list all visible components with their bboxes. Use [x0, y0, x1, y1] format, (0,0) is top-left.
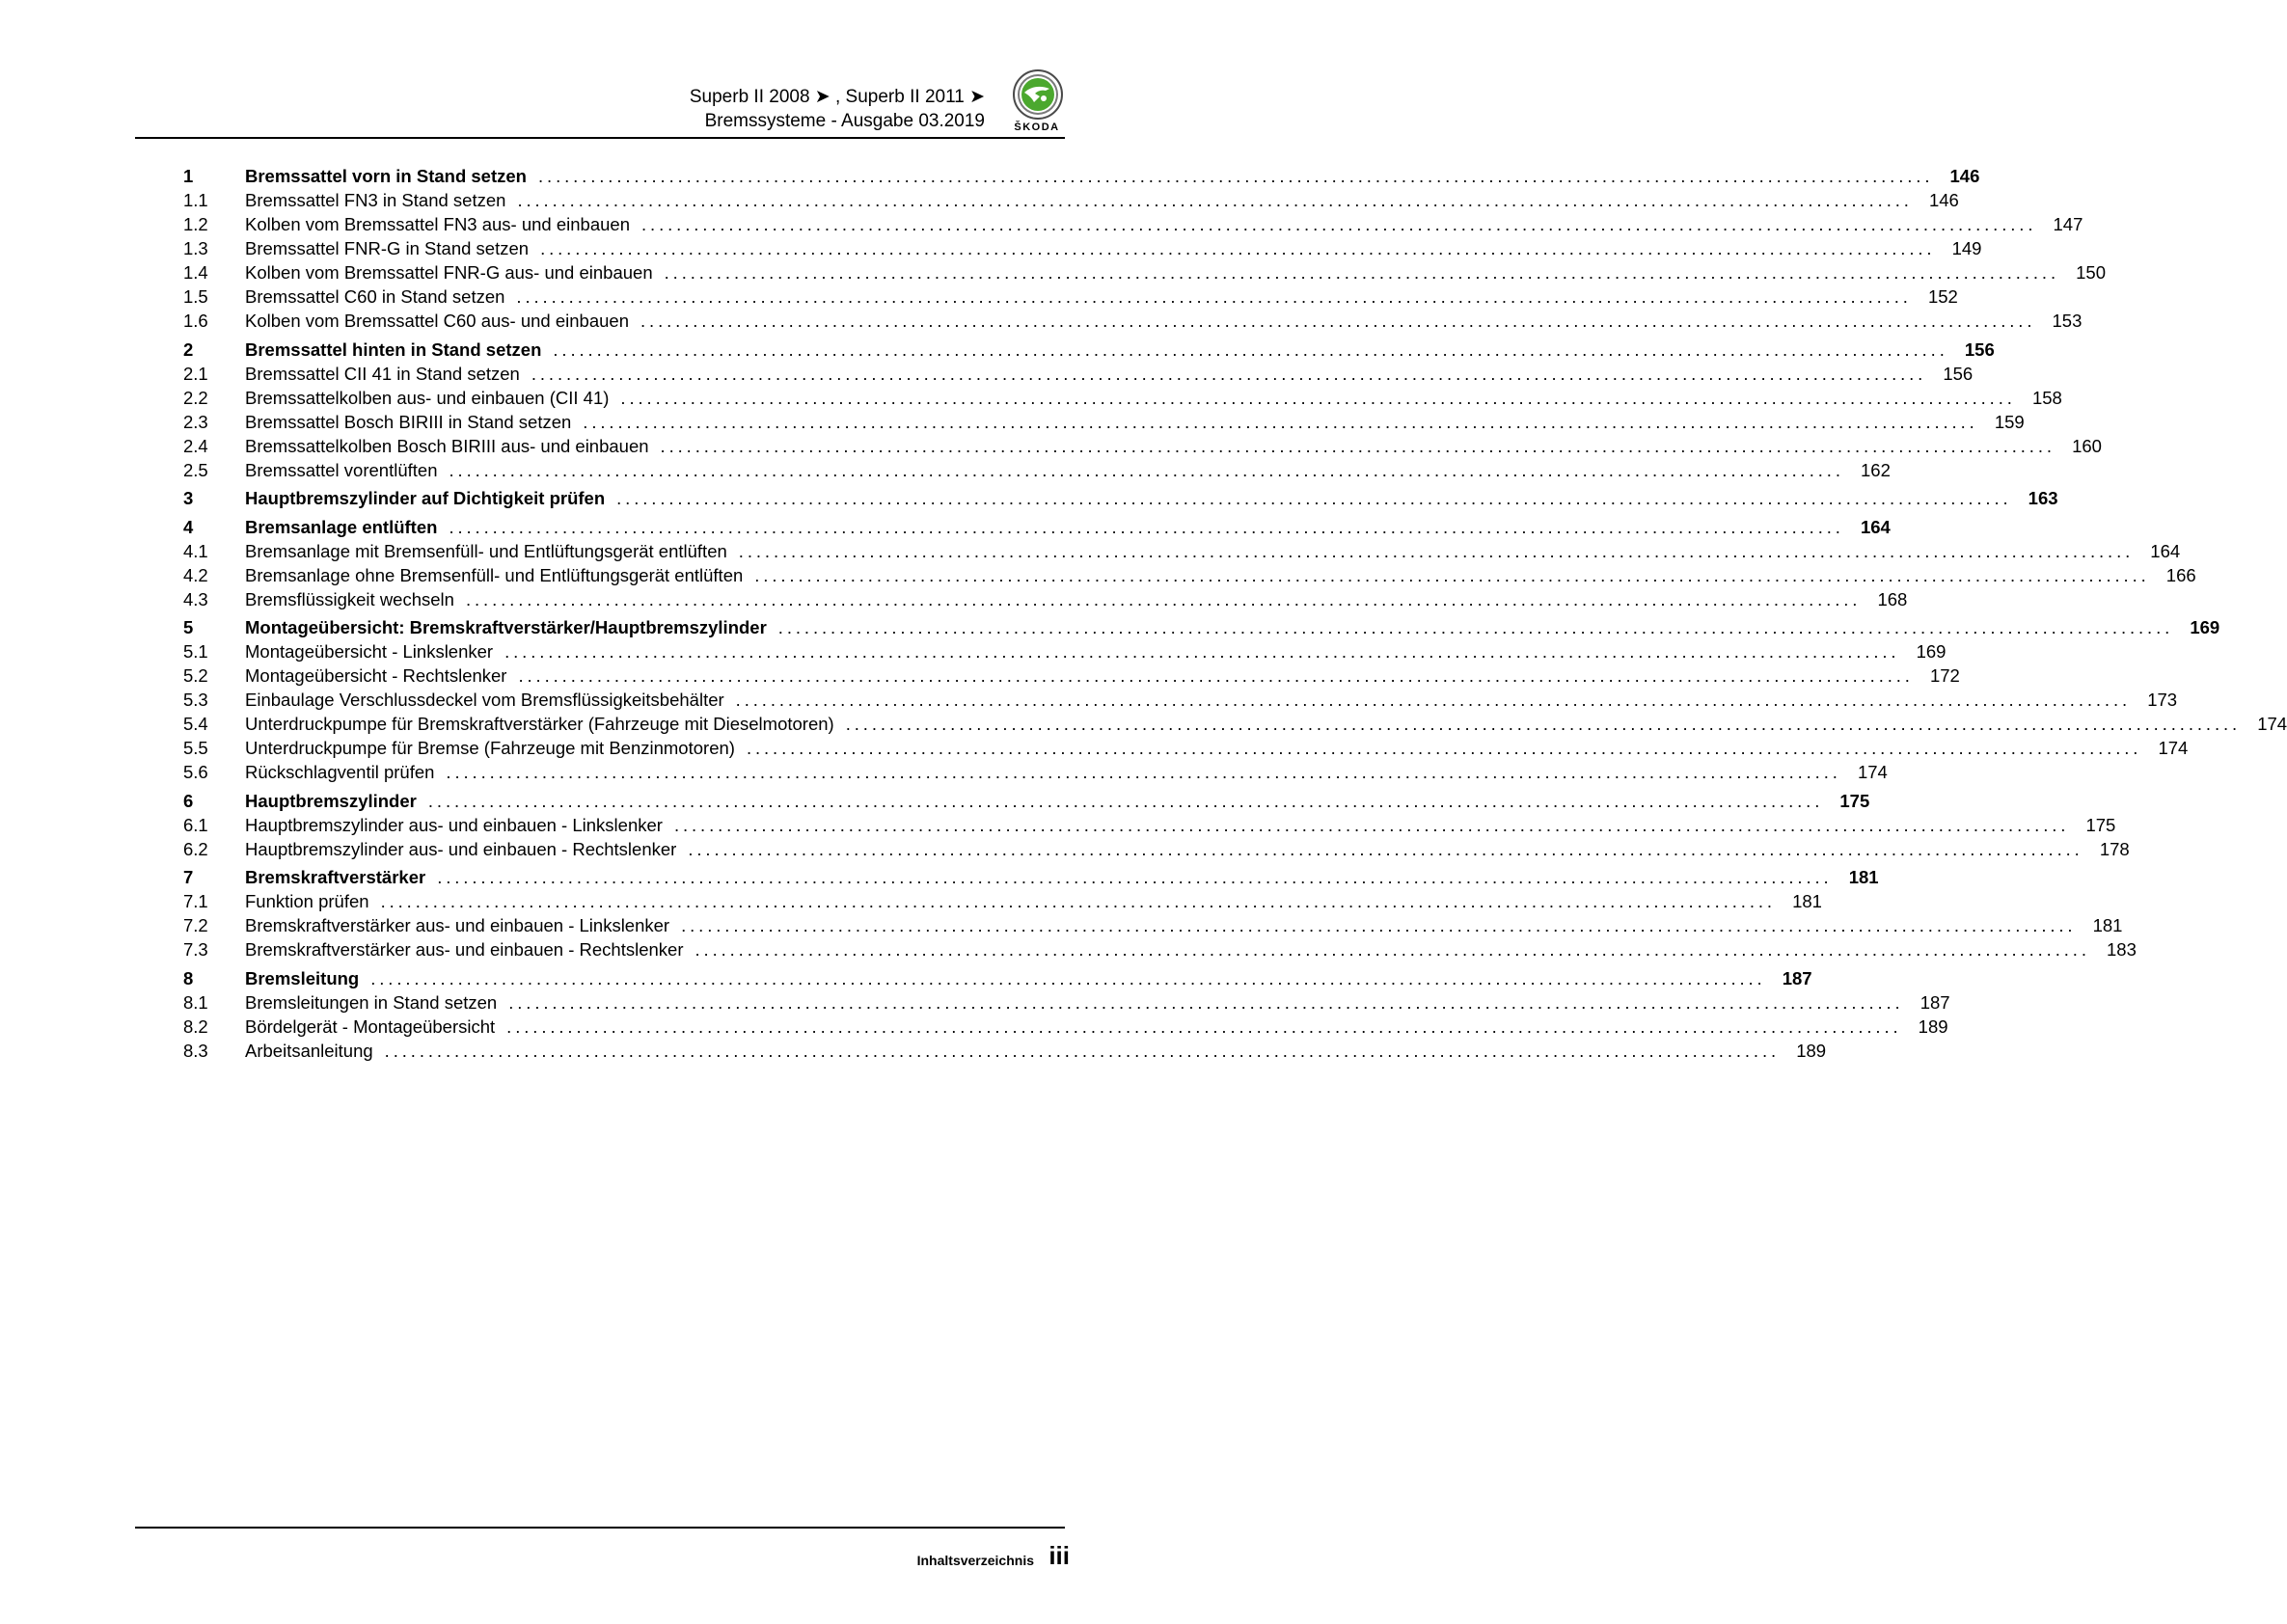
toc-section-entry[interactable] [183, 814, 2116, 839]
toc-section-entry[interactable] [183, 411, 2025, 436]
toc-entry-number: 5.3 [183, 690, 208, 710]
toc-entry-title: Kolben vom Bremssattel FNR-G aus- und einbauen [245, 262, 653, 283]
toc-chapter-entry[interactable] [183, 967, 1812, 992]
footer-rule [135, 1527, 1065, 1529]
toc-entry-page: 183 [2107, 939, 2137, 960]
toc-entry-title: Bremssattel FN3 in Stand setzen [245, 190, 506, 210]
footer-section-label: Inhaltsverzeichnis [916, 1553, 1034, 1568]
toc-entry-number: 5 [183, 617, 194, 637]
toc-entry-title: Montageübersicht - Linkslenker [245, 641, 494, 662]
toc-entry-number: 7.1 [183, 891, 208, 911]
toc-entry-title: Bremssattel vorn in Stand setzen [245, 166, 527, 186]
toc-entry-title: Unterdruckpumpe für Bremskraftverstärker (Fahrzeuge mit Dieselmotoren) [245, 714, 834, 734]
toc-entry-page: 187 [1782, 967, 1812, 988]
toc-section-entry[interactable] [183, 991, 1950, 1016]
toc-entry-title: Bremssattelkolben Bosch BIRIII aus- und einbauen [245, 435, 649, 456]
skoda-logo [1003, 69, 1071, 137]
toc-entry-page: 164 [1860, 516, 1891, 537]
toc-entry-page: 169 [2190, 617, 2220, 637]
toc-entry-number: 5.5 [183, 738, 208, 758]
toc-entry-number: 2.1 [183, 363, 208, 384]
toc-leader-dots: ................................................................................................................................................................ [449, 516, 1844, 537]
toc-leader-dots: ................................................................................................................................................................ [384, 1040, 1781, 1061]
toc-section-entry[interactable] [183, 891, 1822, 915]
toc-section-entry[interactable] [183, 286, 1958, 311]
toc-leader-dots: ................................................................................................................................................................ [517, 190, 1913, 210]
toc-section-entry[interactable] [183, 190, 1959, 214]
toc-entry-page: 152 [1927, 286, 1958, 307]
footer-page-number: iii [1048, 1541, 1070, 1570]
toc-entry-title: Rückschlagventil prüfen [245, 762, 435, 782]
toc-entry-page: 153 [2052, 311, 2083, 331]
toc-chapter-entry[interactable] [183, 867, 1879, 891]
toc-leader-dots: ................................................................................................................................................................ [681, 915, 2077, 935]
toc-entry-number: 2.3 [183, 411, 208, 432]
toc-entry-page: 156 [1943, 363, 1974, 384]
toc-entry-title: Hauptbremszylinder aus- und einbauen - Rechtslenker [245, 838, 677, 859]
toc-entry-title: Bremsleitungen in Stand setzen [245, 991, 498, 1013]
toc-entry-page: 146 [1949, 166, 1980, 186]
toc-entry-title: Bremssattel vorentlüften [245, 459, 438, 480]
toc-entry-title: Bremssattel C60 in Stand setzen [245, 286, 505, 307]
toc-section-entry[interactable] [183, 540, 2181, 565]
toc-entry-page: 168 [1877, 588, 1908, 609]
toc-entry-title: Montageübersicht - Rechtslenker [245, 665, 507, 686]
toc-section-entry[interactable] [183, 387, 2062, 412]
toc-section-entry[interactable] [183, 714, 2287, 738]
toc-leader-dots: ................................................................................................................................................................ [664, 262, 2060, 283]
toc-entry-title: Unterdruckpumpe für Bremse (Fahrzeuge mit Benzinmotoren) [245, 738, 735, 758]
toc-entry-title: Bremsanlage ohne Bremsenfüll- und Entlüftungsgerät entlüften [245, 564, 744, 585]
toc-leader-dots: ................................................................................................................................................................ [777, 617, 2174, 637]
toc-entry-number: 2.4 [183, 435, 208, 456]
toc-leader-dots: ................................................................................................................................................................ [640, 311, 2036, 331]
toc-entry-page: 149 [1951, 238, 1982, 258]
toc-entry-number: 1.2 [183, 214, 208, 234]
toc-section-entry[interactable] [183, 738, 2189, 762]
toc-entry-number: 8 [183, 967, 194, 988]
toc-entry-number: 4.2 [183, 564, 208, 585]
toc-section-entry[interactable] [183, 435, 2102, 460]
toc-entry-page: 189 [1796, 1040, 1827, 1061]
toc-leader-dots: ................................................................................................................................................................ [531, 363, 1927, 384]
toc-entry-page: 163 [2028, 488, 2058, 508]
toc-entry-number: 5.4 [183, 714, 208, 734]
toc-leader-dots: ................................................................................................................................................................ [616, 488, 2012, 508]
toc-entry-page: 159 [1994, 411, 2025, 432]
toc-section-entry[interactable] [183, 915, 2123, 939]
toc-leader-dots: ................................................................................................................................................................ [518, 665, 1914, 686]
toc-entry-page: 169 [1916, 641, 1947, 662]
toc-leader-dots: ................................................................................................................................................................ [508, 991, 1904, 1013]
toc-section-entry[interactable] [183, 838, 2130, 863]
toc-chapter-entry[interactable] [183, 790, 1870, 815]
toc-entry-title: Bremsleitung [245, 967, 360, 988]
toc-entry-number: 1.3 [183, 238, 208, 258]
toc-leader-dots: ................................................................................................................................................................ [641, 214, 2037, 234]
toc-chapter-entry[interactable] [183, 516, 1891, 541]
toc-leader-dots: ................................................................................................................................................................ [446, 762, 1841, 782]
toc-entry-title: Bremsanlage entlüften [245, 516, 438, 537]
toc-leader-dots: ................................................................................................................................................................ [540, 238, 1936, 258]
toc-leader-dots: ................................................................................................................................................................ [427, 790, 1824, 811]
toc-entry-page: 174 [1857, 762, 1888, 782]
toc-chapter-entry[interactable] [183, 166, 1980, 190]
toc-section-entry[interactable] [183, 588, 1908, 613]
toc-section-entry[interactable] [183, 262, 2107, 286]
toc-section-entry[interactable] [183, 939, 2137, 963]
toc-entry-page: 162 [1861, 459, 1891, 480]
table-of-contents [183, 166, 2287, 1065]
header-rule [135, 137, 1065, 139]
toc-leader-dots: ................................................................................................................................................................ [694, 939, 2090, 960]
toc-leader-dots: ................................................................................................................................................................ [380, 891, 1776, 911]
toc-leader-dots: ................................................................................................................................................................ [735, 690, 2132, 710]
toc-entry-number: 5.2 [183, 665, 208, 686]
toc-entry-page: 173 [2147, 690, 2178, 710]
toc-leader-dots: ................................................................................................................................................................ [516, 286, 1912, 307]
toc-leader-dots: ................................................................................................................................................................ [754, 564, 2150, 585]
toc-entry-number: 7.2 [183, 915, 208, 935]
toc-entry-page: 175 [1839, 790, 1870, 811]
skoda-arrow-logo-icon [1013, 69, 1063, 120]
toc-leader-dots: ................................................................................................................................................................ [660, 435, 2056, 456]
toc-entry-title: Hauptbremszylinder [245, 790, 417, 811]
toc-entry-title: Bremsanlage mit Bremsenfüll- und Entlüftungsgerät entlüften [245, 540, 727, 561]
toc-leader-dots: ................................................................................................................................................................ [620, 387, 2016, 408]
toc-entry-page: 181 [1848, 867, 1879, 887]
toc-leader-dots: ................................................................................................................................................................ [583, 411, 1978, 432]
toc-entry-number: 2.2 [183, 387, 208, 408]
toc-section-entry[interactable] [183, 665, 1960, 690]
toc-entry-number: 4.1 [183, 540, 208, 561]
toc-section-entry[interactable] [183, 1015, 1948, 1041]
toc-entry-page: 174 [2158, 738, 2189, 758]
toc-section-entry[interactable] [183, 641, 1947, 665]
toc-entry-number: 5.6 [183, 762, 208, 782]
toc-entry-page: 187 [1919, 991, 1950, 1013]
toc-chapter-entry[interactable] [183, 338, 1995, 364]
toc-entry-title: Kolben vom Bremssattel C60 aus- und einbauen [245, 311, 629, 331]
toc-entry-number: 1.4 [183, 262, 208, 283]
toc-entry-number: 8.3 [183, 1040, 208, 1061]
toc-entry-page: 147 [2053, 214, 2083, 234]
toc-entry-page: 181 [2092, 915, 2123, 935]
toc-entry-title: Einbaulage Verschlussdeckel vom Bremsflüssigkeitsbehälter [245, 690, 724, 710]
toc-section-entry[interactable] [183, 363, 1974, 388]
toc-leader-dots: ................................................................................................................................................................ [553, 338, 1948, 360]
toc-entry-number: 6.1 [183, 814, 208, 835]
toc-entry-title: Bremssattel CII 41 in Stand setzen [245, 363, 520, 384]
toc-entry-title: Bremsflüssigkeit wechseln [245, 588, 454, 609]
toc-entry-number: 6 [183, 790, 194, 811]
toc-entry-number: 2 [183, 338, 194, 360]
toc-section-entry[interactable] [183, 214, 2083, 238]
toc-entry-title: Bremssattel Bosch BIRIII in Stand setzen [245, 411, 572, 432]
header-subtitle: Bremssysteme - Ausgabe 03.2019 [704, 111, 985, 131]
toc-entry-title: Bremssattel FNR-G in Stand setzen [245, 238, 530, 258]
toc-entry-page: 150 [2076, 262, 2107, 283]
toc-entry-page: 158 [2031, 387, 2062, 408]
toc-leader-dots: ................................................................................................................................................................ [673, 814, 2070, 835]
document-header [690, 85, 985, 133]
toc-entry-number: 1.6 [183, 311, 208, 331]
toc-leader-dots: ................................................................................................................................................................ [537, 166, 1934, 186]
toc-entry-title: Arbeitsanleitung [245, 1040, 373, 1061]
toc-entry-number: 8.1 [183, 991, 208, 1013]
toc-entry-page: 164 [2150, 540, 2181, 561]
toc-section-entry[interactable] [183, 1040, 1827, 1065]
toc-entry-title: Montageübersicht: Bremskraftverstärker/Hauptbremszylinder [245, 617, 767, 637]
toc-entry-title: Funktion prüfen [245, 891, 369, 911]
toc-section-entry[interactable] [183, 690, 2178, 714]
toc-section-entry[interactable] [183, 762, 1888, 786]
toc-entry-number: 2.5 [183, 459, 208, 480]
toc-leader-dots: ................................................................................................................................................................ [437, 867, 1833, 887]
toc-entry-number: 7.3 [183, 939, 208, 960]
toc-entry-number: 3 [183, 488, 194, 508]
toc-entry-page: 175 [2085, 814, 2116, 835]
toc-leader-dots: ................................................................................................................................................................ [370, 967, 1766, 988]
header-models: Superb II 2008 ➤ , Superb II 2011 ➤ [689, 87, 985, 107]
toc-entry-page: 189 [1918, 1015, 1948, 1037]
toc-chapter-entry[interactable] [183, 617, 2220, 641]
toc-entry-title: Hauptbremszylinder auf Dichtigkeit prüfen [245, 488, 606, 508]
toc-entry-page: 172 [1929, 665, 1960, 686]
toc-entry-number: 4 [183, 516, 194, 537]
toc-entry-title: Bremskraftverstärker [245, 867, 426, 887]
toc-leader-dots: ................................................................................................................................................................ [688, 838, 2083, 859]
toc-entry-title: Bördelgerät - Montageübersicht [245, 1015, 496, 1037]
toc-section-entry[interactable] [183, 311, 2083, 335]
toc-chapter-entry[interactable] [183, 488, 2058, 512]
toc-leader-dots: ................................................................................................................................................................ [746, 738, 2142, 758]
toc-entry-number: 8.2 [183, 1015, 208, 1037]
toc-entry-page: 178 [2099, 838, 2130, 859]
toc-leader-dots: ................................................................................................................................................................ [506, 1015, 1902, 1037]
toc-entry-page: 174 [2257, 714, 2287, 734]
toc-leader-dots: ................................................................................................................................................................ [504, 641, 1900, 662]
toc-leader-dots: ................................................................................................................................................................ [845, 714, 2242, 734]
toc-leader-dots: ................................................................................................................................................................ [465, 588, 1862, 609]
toc-leader-dots: ................................................................................................................................................................ [738, 540, 2135, 561]
toc-leader-dots: ................................................................................................................................................................ [449, 459, 1844, 480]
toc-entry-title: Bremskraftverstärker aus- und einbauen - Linkslenker [245, 915, 670, 935]
toc-entry-page: 146 [1928, 190, 1959, 210]
toc-entry-number: 1 [183, 166, 194, 186]
toc-entry-number: 6.2 [183, 838, 208, 859]
toc-entry-page: 181 [1792, 891, 1822, 911]
toc-entry-title: Bremssattel hinten in Stand setzen [245, 338, 542, 360]
toc-section-entry[interactable] [183, 564, 2196, 589]
toc-entry-number: 5.1 [183, 641, 208, 662]
toc-entry-page: 166 [2165, 564, 2196, 585]
toc-entry-title: Bremssattelkolben aus- und einbauen (CII 41) [245, 387, 610, 408]
toc-entry-number: 1.5 [183, 286, 208, 307]
toc-entry-number: 7 [183, 867, 194, 887]
toc-entry-title: Kolben vom Bremssattel FN3 aus- und einbauen [245, 214, 630, 234]
toc-section-entry[interactable] [183, 238, 1982, 262]
toc-section-entry[interactable] [183, 459, 1891, 484]
toc-entry-title: Bremskraftverstärker aus- und einbauen - Rechtslenker [245, 939, 684, 960]
toc-entry-page: 156 [1964, 338, 1995, 360]
toc-entry-number: 1.1 [183, 190, 208, 210]
toc-entry-number: 4.3 [183, 588, 208, 609]
toc-entry-title: Hauptbremszylinder aus- und einbauen - Linkslenker [245, 814, 663, 835]
toc-entry-page: 160 [2072, 435, 2102, 456]
skoda-wordmark: ŠKODA [1014, 122, 1060, 133]
